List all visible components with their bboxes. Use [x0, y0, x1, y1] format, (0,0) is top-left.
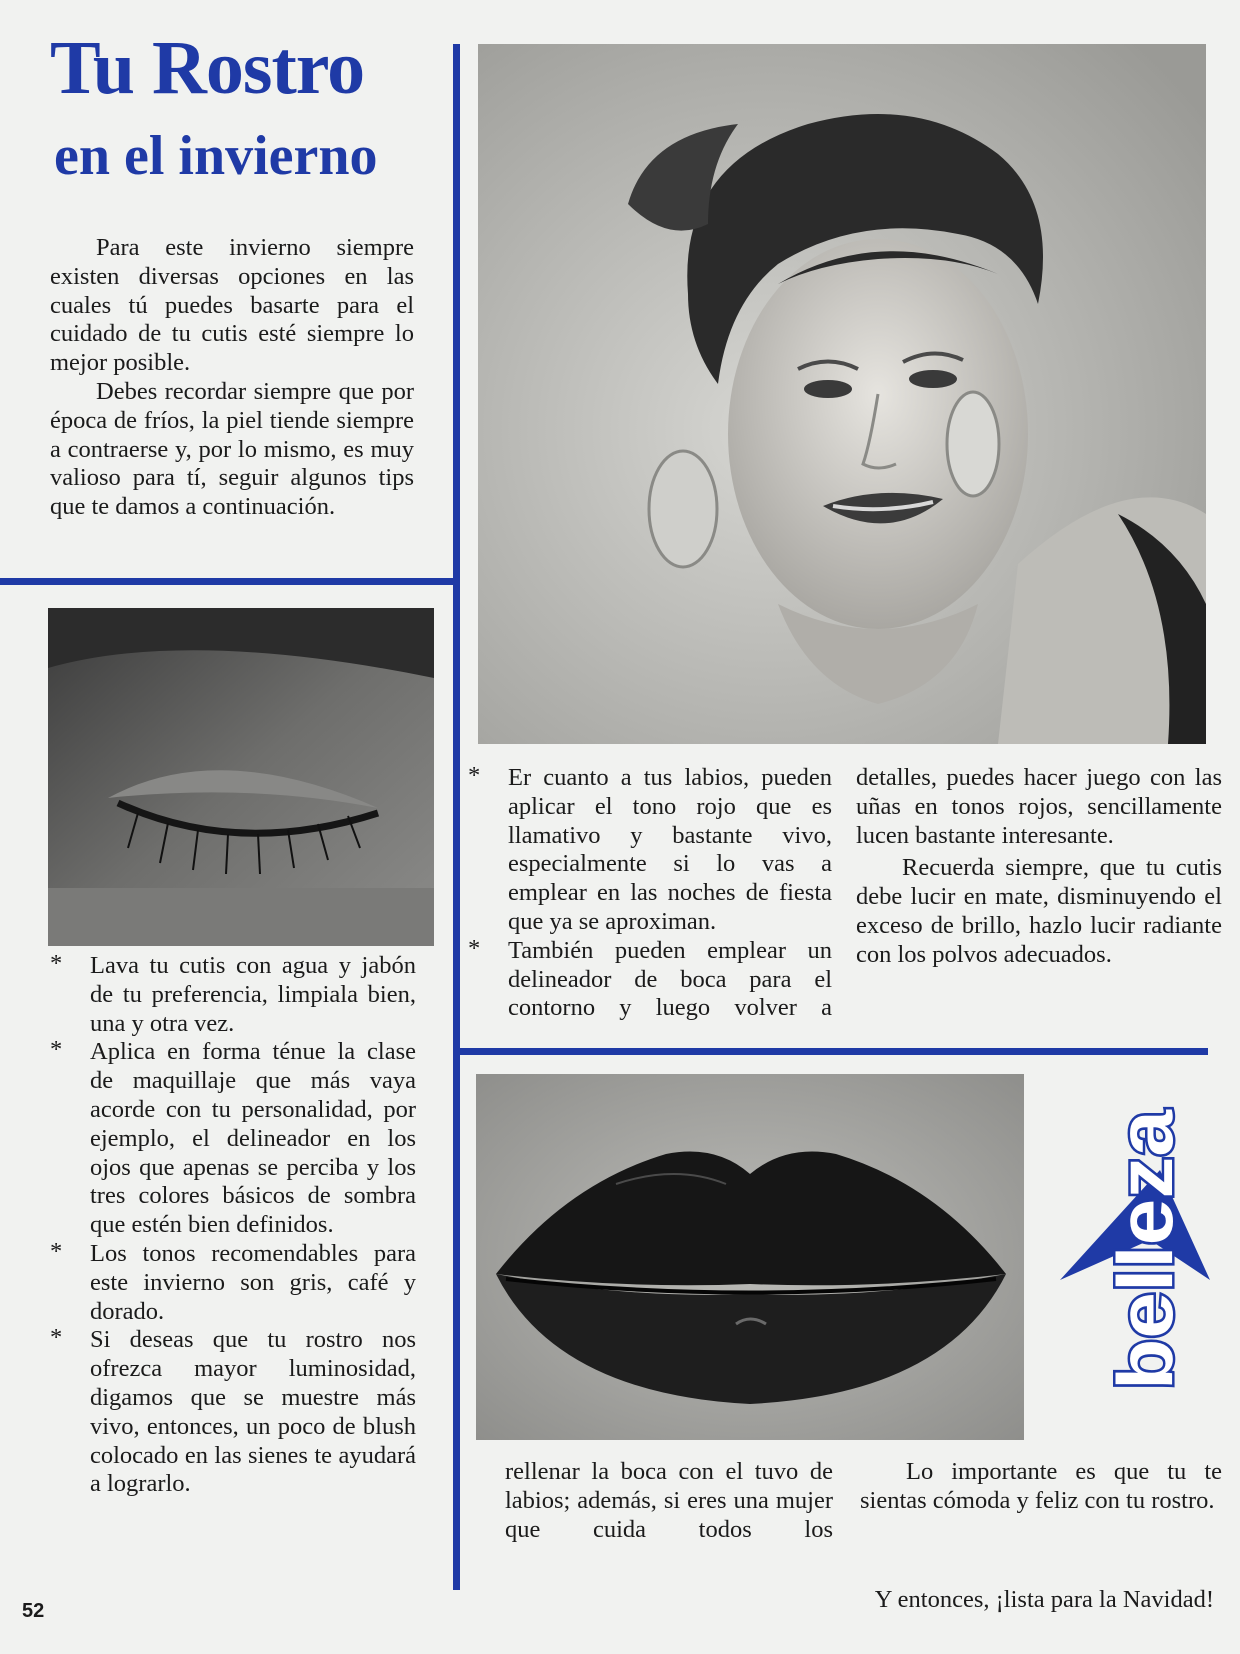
tip-item [50, 952, 416, 1038]
tip-item [468, 764, 832, 937]
lips-photo [476, 1074, 1024, 1440]
bullet-star: * [50, 1324, 63, 1352]
tip-text: Los tonos recomendables para este invierno son gris, café y dorado. [90, 1239, 416, 1325]
tip-text: Aplica en forma ténue la clase de maquillaje que más vaya acorde con tu personalidad, por ejemplo, el delineador en los ojos que apenas se perciba y los tres colores básicos de sombra que estén bien definidos. [90, 1038, 416, 1239]
eye-photo [48, 608, 434, 946]
tip-item [50, 1237, 416, 1326]
right-upper-text [856, 764, 1222, 970]
middle-tips-list [468, 764, 832, 1023]
article-subtitle: en el invierno [54, 125, 378, 187]
page-number: 52 [22, 1600, 45, 1622]
bullet-star: * [468, 934, 481, 962]
belleza-section-logo [1060, 1100, 1210, 1400]
bullet-star: * [50, 1237, 63, 1265]
body-paragraph: Recuerda siempre, que tu cutis debe lucir en mate, disminuyendo el exceso de brillo, hazlo lucir radiante con los polvos adecuados. [856, 854, 1222, 968]
portrait-photo [478, 44, 1206, 744]
body-paragraph: detalles, puedes hacer juego con las uñas en tonos rojos, sencillamente lucen bastante interesante. [856, 764, 1222, 849]
tip-text: Si deseas que tu rostro nos ofrezca mayor luminosidad, digamos que se muestre más vivo, entonces, un poco de blush colocado en las sienes te ayudará a lograrlo. [90, 1326, 416, 1498]
tip-item [468, 934, 832, 1023]
horizontal-rule-left [0, 578, 453, 585]
bullet-star: * [50, 950, 63, 977]
intro-paragraph: Para este invierno siempre existen diversas opciones en las cuales tú puedes basarte para el cuidado de tu cutis esté siempre lo mejor posible. [50, 234, 414, 377]
intro-paragraph: Debes recordar siempre que por época de fríos, la piel tiende siempre a contraerse y, por lo mismo, es muy valioso para tí, seguir algunos tips que te damos a continuación. [50, 377, 414, 521]
body-paragraph: Lo importante es que tu te sientas cómoda y feliz con tu rostro. [860, 1458, 1222, 1514]
intro-text [50, 234, 414, 522]
left-tips-list [50, 952, 416, 1499]
vertical-rule [453, 44, 460, 1590]
middle-lower-text [505, 1458, 833, 1544]
article-title: Tu Rostro [50, 26, 365, 110]
body-paragraph: rellenar la boca con el tuvo de labios; además, si eres una mujer que cuida todos los [505, 1458, 833, 1543]
right-lower-text [860, 1458, 1222, 1516]
tip-item [50, 1038, 416, 1240]
horizontal-rule-right [460, 1048, 1208, 1055]
closing-line: Y entonces, ¡lista para la Navidad! [874, 1586, 1214, 1613]
tip-text: También pueden emplear un delineador de boca para el contorno y luego volver a [508, 936, 832, 1022]
belleza-logo-text: belleza [1101, 1129, 1189, 1390]
tip-text: Er cuanto a tus labios, pueden aplicar el tono rojo que es llamativo y bastante vivo, especialmente si lo vas a emplear en las noches de fiesta que ya se aproximan. [508, 764, 832, 935]
tip-text: Lava tu cutis con agua y jabón de tu preferencia, limpiala bien, una y otra vez. [90, 952, 416, 1037]
bullet-star: * [468, 762, 481, 789]
tip-item [50, 1326, 416, 1499]
bullet-star: * [50, 1036, 63, 1064]
